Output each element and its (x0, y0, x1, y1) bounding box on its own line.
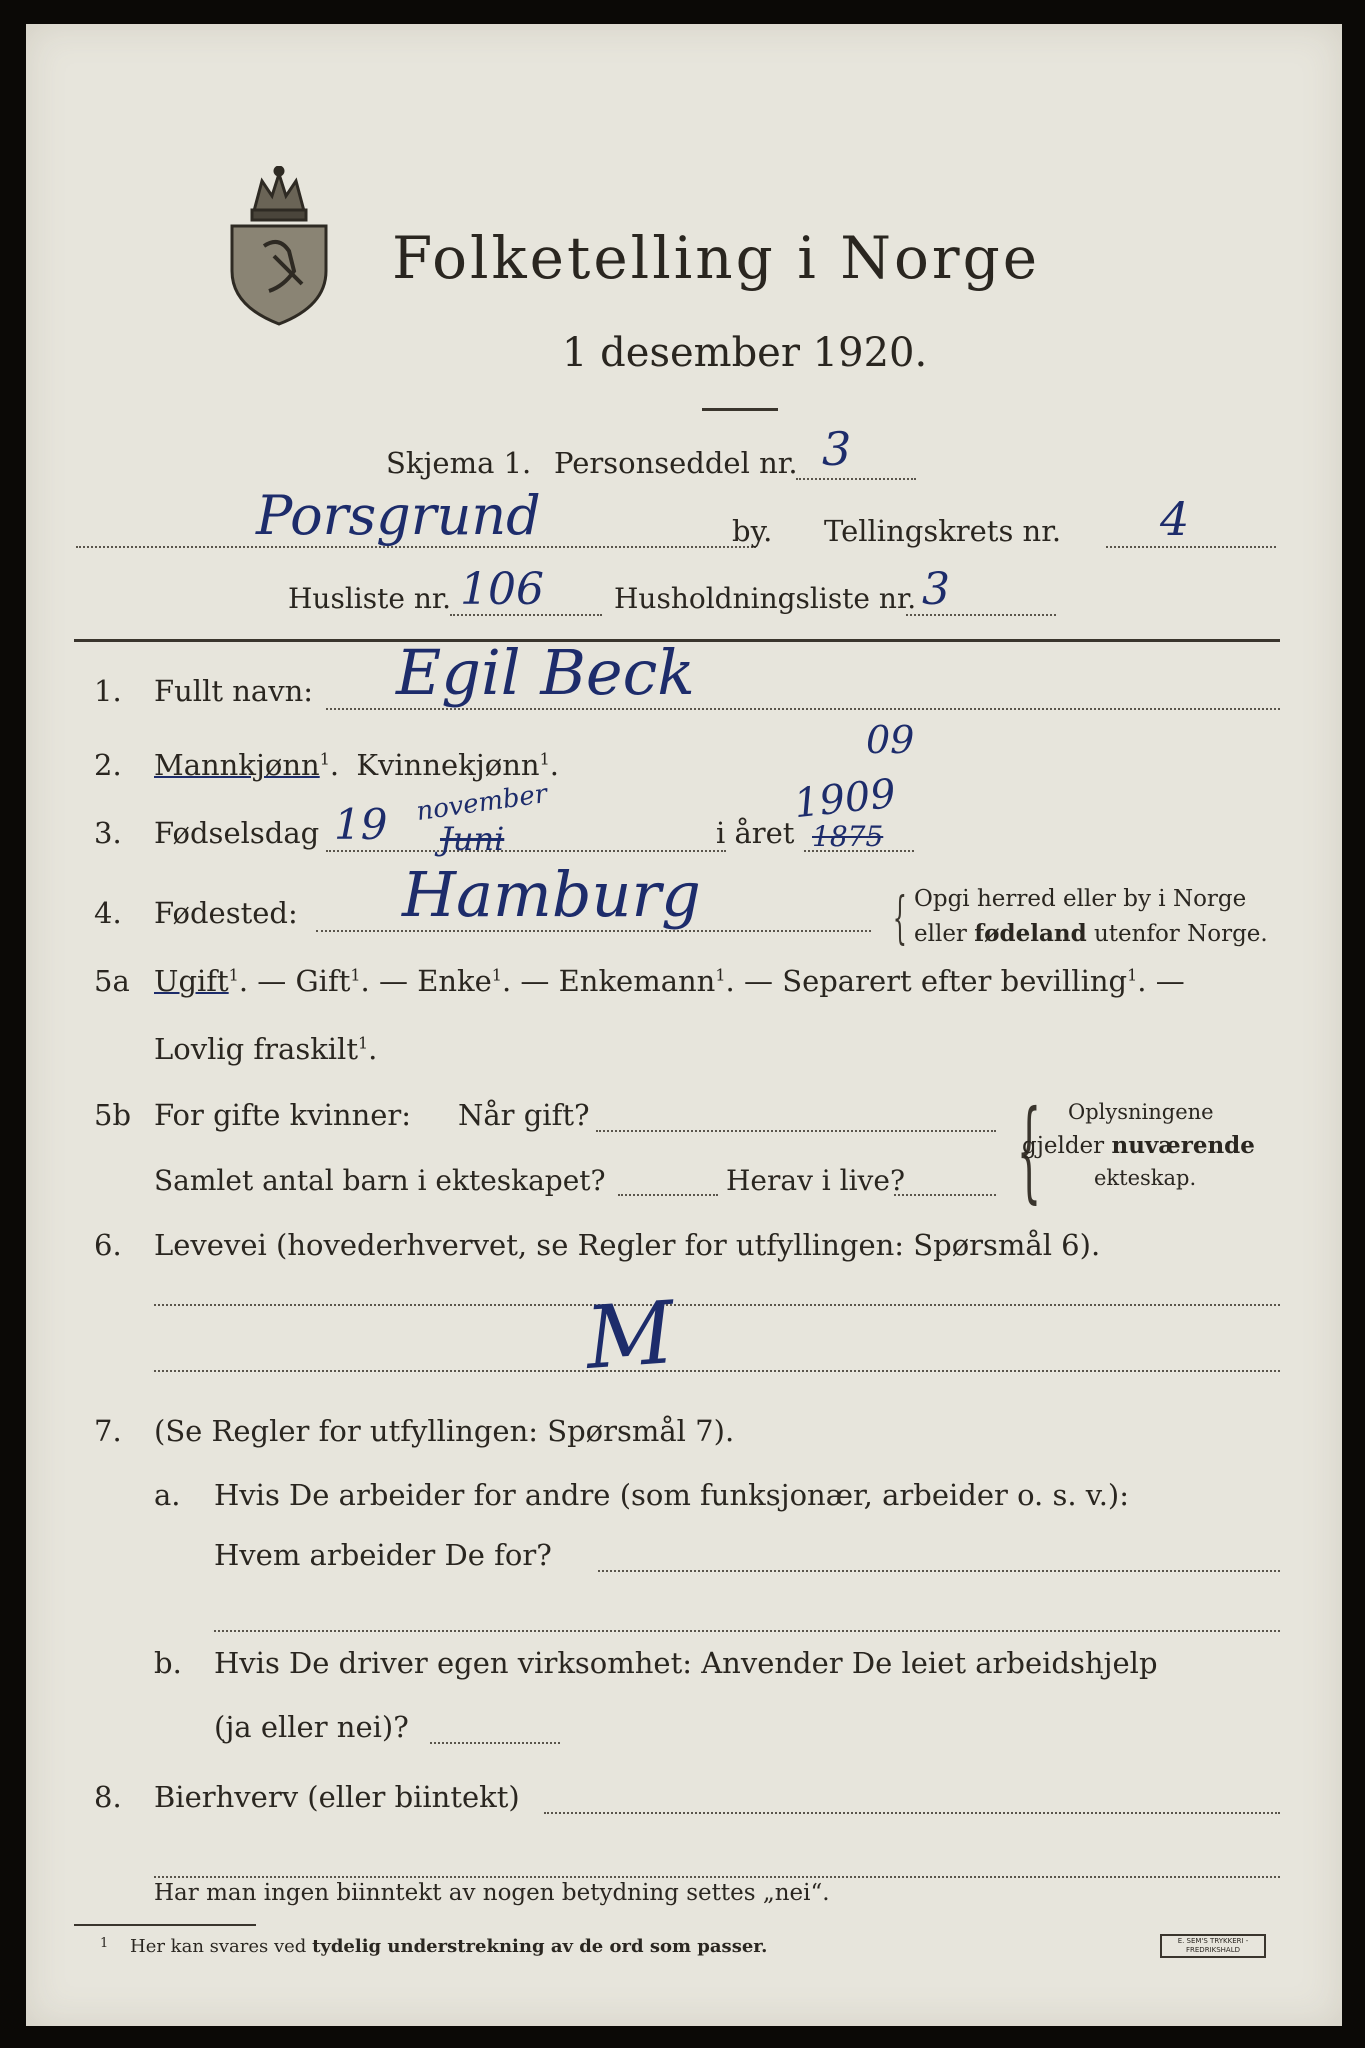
q7-label: (Se Regler for utfyllingen: Spørsmål 7). (154, 1414, 735, 1448)
q5b-herav-label: Herav i live? (726, 1164, 905, 1197)
tellingskrets-label: Tellingskrets nr. (824, 514, 1062, 548)
printer-mark: E. SEM'S TRYKKERI - FREDRIKSHALD (1160, 1934, 1266, 1958)
q7a-line1: Hvis De arbeider for andre (som funksjonær, arbeider o. s. v.): (214, 1478, 1130, 1512)
q8-label: Bierhverv (eller biintekt) (154, 1780, 520, 1814)
q6-number: 6. (94, 1228, 122, 1262)
q8-answer-line-1 (544, 1812, 1280, 1814)
q5a-separert-option: Separert efter bevilling (782, 964, 1128, 998)
q2-margin-note: 09 (866, 718, 915, 762)
q7a-letter: a. (154, 1478, 181, 1512)
q5a-enke-option: Enke (417, 964, 492, 998)
q7a-answer-line-1 (598, 1570, 1280, 1572)
q5b-herav-line (894, 1194, 996, 1196)
q5b-label: For gifte kvinner: (154, 1098, 412, 1132)
coat-of-arms-icon (224, 166, 334, 326)
tellingskrets-line (1106, 546, 1276, 548)
q5a-options: Ugift$^1$. — Gift$^1$. — Enke$^1$. — Enkemann$^1$. — Separert efter bevilling$^1$. — (154, 964, 1185, 998)
q4-label: Fødested: (154, 896, 298, 930)
q2-male-option: Mannkjønn (154, 748, 320, 782)
husliste-value: 106 (460, 564, 544, 615)
q3-year-label: i året (716, 816, 795, 850)
q5a-number: 5a (94, 964, 130, 998)
q3-number: 3. (94, 816, 122, 850)
q7a-answer-line-2 (214, 1630, 1280, 1632)
census-form-sheet (26, 24, 1342, 2026)
q7b-line2: (ja eller nei)? (214, 1710, 409, 1744)
q7-number: 7. (94, 1414, 122, 1448)
tellingskrets-value: 4 (1160, 492, 1190, 546)
q7b-line1: Hvis De driver egen virksomhet: Anvender De leiet arbeidshjelp (214, 1646, 1158, 1680)
q4-number: 4. (94, 896, 122, 930)
q2-female-option: Kvinnekjønn (356, 748, 540, 782)
q1-label: Fullt navn: (154, 674, 314, 708)
q8-note: Har man ingen biinntekt av nogen betydning settes „nei“. (154, 1880, 830, 1906)
q5b-note-line3: ekteskap. (1094, 1166, 1197, 1190)
census-date: 1 desember 1920. (562, 330, 928, 376)
q6-line-2 (154, 1370, 1280, 1372)
q3-year-value: 1909 (791, 770, 898, 828)
q5b-number: 5b (94, 1098, 132, 1132)
skjema-label: Skjema 1. (386, 446, 532, 480)
q5a-fraskilt-option: Lovlig fraskilt$^1$. (154, 1032, 378, 1066)
q6-line-1 (154, 1304, 1280, 1306)
personseddel-value: 3 (822, 422, 852, 476)
personseddel-label: Personseddel nr. (554, 446, 798, 480)
q3-day-value: 19 (334, 800, 388, 849)
q5b-barn-line (618, 1194, 718, 1196)
q2-number: 2. (94, 748, 122, 782)
q4-note-line2: eller fødeland utenfor Norge. (914, 920, 1268, 947)
by-label: by. (732, 514, 773, 548)
footnote-text: Her kan svares ved tydelig understrekning av de ord som passer. (130, 1936, 768, 1957)
q5a-ugift-option: Ugift (154, 964, 229, 998)
q3-month-value: november (414, 778, 550, 828)
husholdning-label: Husholdningsliste nr. (614, 582, 917, 615)
by-value: Porsgrund (256, 484, 541, 547)
q6-value: M (582, 1283, 678, 1389)
form-title: Folketelling i Norge (392, 224, 1041, 292)
q7a-line2: Hvem arbeider De for? (214, 1538, 552, 1572)
q2-options: Mannkjønn$^1$. Kvinnekjønn$^1$. (154, 748, 559, 782)
q3-day-line (326, 850, 726, 852)
q1-number: 1. (94, 674, 122, 708)
q3-label: Fødselsdag (154, 816, 320, 850)
q5a-enkemann-option: Enkemann (558, 964, 716, 998)
personseddel-line (796, 478, 916, 480)
husliste-label: Husliste nr. (288, 582, 452, 615)
q5b-barn-label: Samlet antal barn i ekteskapet? (154, 1164, 606, 1197)
q5a-gift-option: Gift (295, 964, 351, 998)
q8-answer-line-2 (154, 1876, 1280, 1878)
title-divider (702, 408, 778, 411)
q7b-answer-line (430, 1742, 560, 1744)
q5b-note-brace: { (1016, 1086, 1042, 1214)
husholdning-value: 3 (922, 564, 950, 615)
q5b-naar-gift-line (596, 1130, 996, 1132)
footnote-number: 1 (100, 1936, 109, 1951)
q5b-note-line1: Oplysningene (1068, 1100, 1214, 1124)
q7b-letter: b. (154, 1646, 182, 1680)
q6-label: Levevei (hovederhvervet, se Regler for utfyllingen: Spørsmål 6). (154, 1228, 1101, 1262)
q5b-note-line2: gjelder nuværende (1022, 1132, 1255, 1159)
q5b-naar-gift-label: Når gift? (458, 1098, 590, 1132)
q3-struck-year: 1875 (812, 820, 884, 853)
q4-note-brace: { (892, 886, 907, 951)
footnote-rule (74, 1924, 256, 1926)
q3-struck-month: Juni (440, 820, 505, 858)
q4-note-line1: Opgi herred eller by i Norge (914, 886, 1247, 912)
q1-name-value: Egil Beck (396, 636, 695, 709)
q8-number: 8. (94, 1780, 122, 1814)
q4-birthplace-value: Hamburg (402, 858, 701, 931)
